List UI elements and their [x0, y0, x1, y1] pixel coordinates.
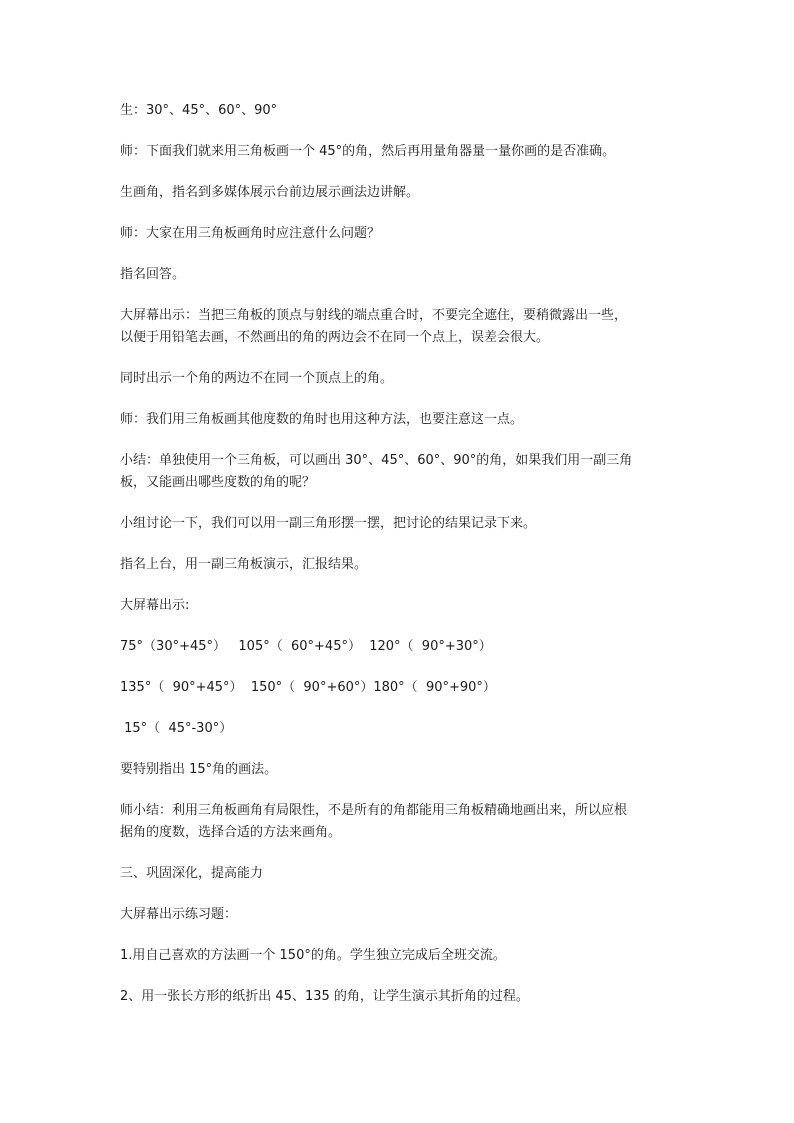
- paragraph-15: 15°（ 45°-30°）: [120, 721, 233, 736]
- paragraph-3: 生画角，指名到多媒体展示台前边展示画法边讲解。: [120, 185, 420, 200]
- paragraph-8: 师：我们用三角板画其他度数的角时也用这种方法，也要注意这一点。: [120, 412, 524, 427]
- paragraph-19: 大屏幕出示练习题：: [120, 907, 238, 922]
- paragraph-13: 75°（30°+45°） 105°（ 60°+45°） 120°（ 90°+30°）: [120, 639, 492, 654]
- paragraph-4: 师：大家在用三角板画角时应注意什么问题？: [120, 226, 381, 241]
- document-body: [120, 100, 680, 1027]
- paragraph-9: 小结：单独使用一个三角板，可以画出 30°、45°、60°、90°的角，如果我们用一副三角 板，又能画出哪些度数的角的呢？: [120, 453, 633, 490]
- exercise-1: 1.用自己喜欢的方法画一个 150°的角。学生独立完成后全班交流。: [120, 948, 506, 963]
- paragraph-16: 要特别指出 15°角的画法。: [120, 762, 278, 777]
- paragraph-7: 同时出示一个角的两边不在同一个顶点上的角。: [120, 371, 394, 386]
- paragraph-1: 生：30°、45°、60°、90°: [120, 103, 278, 118]
- paragraph-11: 指名上台，用一副三角板演示，汇报结果。: [120, 557, 368, 572]
- paragraph-12: 大屏幕出示:: [120, 598, 190, 613]
- paragraph-17: 师小结：利用三角板画角有局限性，不是所有的角都能用三角板精确地画出来，所以应根 据角的度数，选择合适的方法来画角。: [120, 803, 628, 840]
- paragraph-6: 大屏幕出示：当把三角板的顶点与射线的端点重合时，不要完全遮住，要稍微露出一些， 以便于用铅笔去画，不然画出的角的两边会不在同一个点上，误差会很大。: [120, 308, 628, 345]
- exercise-2: 2、用一张长方形的纸折出 45、135 的角，让学生演示其折角的过程。: [120, 989, 529, 1004]
- paragraph-10: 小组讨论一下，我们可以用一副三角形摆一摆，把讨论的结果记录下来。: [120, 516, 537, 531]
- section-heading: 三、巩固深化，提高能力: [120, 866, 264, 881]
- paragraph-2: 师：下面我们就来用三角板画一个 45°的角，然后再用量角器量一量你画的是否准确。: [120, 144, 616, 159]
- paragraph-5: 指名回答。: [120, 267, 186, 282]
- paragraph-14: 135°（ 90°+45°） 150°（ 90°+60°）180°（ 90°+90°）: [120, 680, 496, 695]
